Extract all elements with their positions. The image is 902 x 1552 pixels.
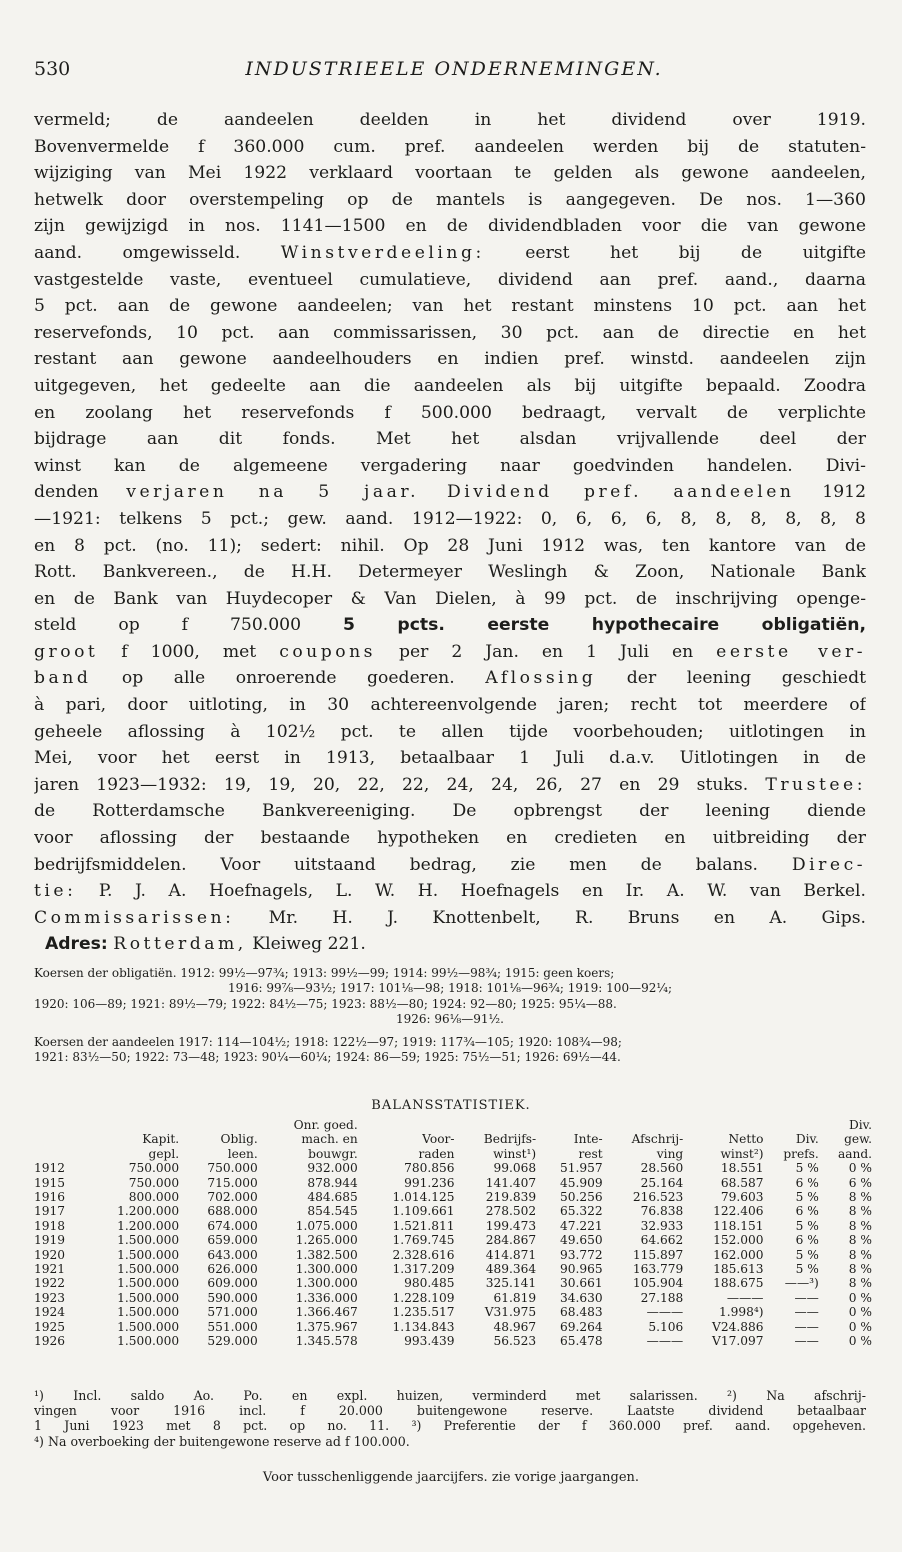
- balans-cell: 56.523: [493, 1334, 537, 1349]
- balans-cell: 643.000: [207, 1247, 258, 1262]
- body-line: en de Bank van Huydecoper & Van Dielen, à 99 pct. de inschrijving openge-: [34, 588, 866, 609]
- balans-cell: 185.613: [713, 1262, 764, 1277]
- balans-header-cell: Onr. goed.: [293, 1118, 358, 1132]
- balans-cell: ——: [794, 1319, 819, 1334]
- verband-label: band: [34, 668, 92, 689]
- balans-row: [34, 1248, 872, 1262]
- balans-header-cell: [358, 1118, 455, 1132]
- body-line-adres: [34, 931, 866, 958]
- balans-header-cell: aand.: [837, 1146, 872, 1161]
- balans-header-cell: ving: [656, 1146, 684, 1161]
- balans-cell: ——³): [784, 1276, 819, 1291]
- commissarissen-names: Mr. H. J. Knottenbelt, R. Bruns en A. Gips.: [234, 907, 866, 928]
- balans-row: [34, 1204, 872, 1218]
- body-line: jaren 1923—1932: 19, 19, 20, 22, 22, 24, 24, 26, 27 en 29 stuks.: [34, 774, 749, 795]
- balans-cell: 48.967: [493, 1319, 537, 1334]
- footnotes: [34, 1388, 866, 1449]
- balans-body: [34, 1161, 872, 1348]
- balans-cell: 0 %: [848, 1319, 872, 1334]
- company-description: [34, 107, 866, 958]
- directie-label-2: tie:: [34, 881, 77, 902]
- balans-cell: 1.235.517: [392, 1305, 455, 1320]
- balans-header-cell: [34, 1132, 82, 1146]
- footnote-line: vingen voor 1916 incl. f 20.000 buitengewone reserve. Laatste dividend betaalbaar: [34, 1403, 866, 1419]
- balans-cell: 1.265.000: [295, 1233, 358, 1248]
- balans-header-cell: leen.: [227, 1146, 258, 1161]
- balans-cell: 284.867: [485, 1233, 537, 1248]
- balans-cell: ——: [794, 1290, 819, 1305]
- balans-cell: 1.336.000: [295, 1290, 358, 1305]
- balans-cell: 854.545: [307, 1204, 358, 1219]
- balans-cell: 51.957: [560, 1161, 603, 1176]
- body-line-obligatien: [34, 612, 866, 639]
- koersen-oblig-line: 1926: 96⅛—91½.: [395, 1012, 504, 1027]
- winstverdeeling-label: Winstverdeeling:: [280, 242, 485, 263]
- balans-cell: 6 %: [848, 1175, 872, 1190]
- balans-cell: 5 %: [795, 1262, 819, 1277]
- body-line-trustee: [34, 772, 866, 799]
- balans-year-cell: 1926: [34, 1334, 66, 1349]
- balans-row: [34, 1262, 872, 1276]
- balans-cell: 219.839: [485, 1190, 537, 1205]
- balans-cell: 118.151: [713, 1218, 764, 1233]
- body-line: Bovenvermelde f 360.000 cum. pref. aandeelen werden bij de statuten-: [34, 136, 866, 157]
- balans-cell: 122.406: [713, 1204, 764, 1219]
- balans-header-cell: Afschrij-: [631, 1132, 684, 1147]
- closing-note: Voor tusschenliggende jaarcijfers. zie vorige jaargangen.: [262, 1470, 640, 1485]
- balans-cell: 980.485: [404, 1276, 455, 1291]
- balans-header-cell: raden: [418, 1146, 455, 1161]
- adres-city: Rotterdam,: [113, 934, 247, 955]
- balans-row: [34, 1305, 872, 1319]
- balans-cell: V31.975: [484, 1305, 537, 1320]
- body-line: Rott. Bankvereen., de H.H. Determeyer Weslingh & Zoon, Nationale Bank: [34, 562, 866, 583]
- body-line: winst kan de algemeene vergadering naar goedvinden handelen. Divi-: [34, 455, 866, 476]
- balans-header-cell: [536, 1118, 603, 1132]
- balans-cell: 1.500.000: [117, 1305, 180, 1320]
- balans-row: [34, 1291, 872, 1305]
- balans-header-cell: winst²): [720, 1146, 764, 1161]
- balans-cell: 49.650: [560, 1233, 603, 1248]
- balans-cell: 199.473: [485, 1218, 537, 1233]
- oblig-title: 5 pcts. eerste hypothecaire obligatiën,: [343, 615, 866, 636]
- balans-cell: 1.500.000: [117, 1262, 180, 1277]
- balans-cell: V17.097: [712, 1334, 764, 1349]
- body-line: geheele aflossing à 102½ pct. te allen tijde voorbehouden; uitlotingen in: [34, 721, 866, 742]
- oblig-amount: steld op f 750.000: [34, 615, 302, 636]
- balans-cell: 152.000: [713, 1233, 764, 1248]
- balans-row: [34, 1219, 872, 1233]
- winst-rest: eerst het bij de uitgifte: [484, 242, 866, 263]
- balans-cell: 47.221: [560, 1218, 603, 1233]
- koersen-aand-line: 1921: 83½—50; 1922: 73—48; 1923: 90¼—60¼; 1924: 86—59; 1925: 75½—51; 1926: 69½—44.: [34, 1050, 621, 1065]
- balans-row: [34, 1276, 872, 1290]
- balans-header-cell: [179, 1118, 258, 1132]
- balans-year-cell: 1924: [34, 1305, 66, 1320]
- balans-cell: 659.000: [207, 1233, 258, 1248]
- balans-cell: 8 %: [848, 1247, 872, 1262]
- balans-cell: 79.603: [720, 1190, 764, 1205]
- dividend-pref-label: Dividend pref. aandeelen: [446, 482, 795, 503]
- balans-cell: 529.000: [207, 1334, 258, 1349]
- balans-header-cell: Netto: [728, 1132, 764, 1147]
- balans-cell: 489.364: [485, 1262, 537, 1277]
- body-line-direc: [34, 852, 866, 879]
- balans-cell: 68.483: [560, 1305, 603, 1320]
- balans-year-cell: 1916: [34, 1190, 66, 1205]
- body-line-direc-2: [34, 878, 866, 905]
- trustee-label: Trustee:: [765, 774, 866, 795]
- balans-cell: 1.500.000: [117, 1247, 180, 1262]
- directie-label: Direc-: [791, 854, 866, 875]
- balans-cell: 8 %: [848, 1233, 872, 1248]
- balans-year-cell: 1918: [34, 1218, 66, 1233]
- body-line: de Rotterdamsche Bankvereeniging. De opbrengst der leening diende: [34, 801, 866, 822]
- balans-header-cell: [34, 1147, 82, 1161]
- balans-cell: 163.779: [632, 1262, 684, 1277]
- balans-cell: 5.106: [648, 1319, 684, 1334]
- balans-year-cell: 1915: [34, 1175, 66, 1190]
- balans-cell: 6 %: [795, 1204, 819, 1219]
- balans-cell: 8 %: [848, 1190, 872, 1205]
- balans-cell: 99.068: [493, 1161, 537, 1176]
- balans-cell: 484.685: [307, 1190, 358, 1205]
- body-line: zijn gewijzigd in nos. 1141—1500 en de dividendbladen voor die van gewone: [34, 216, 866, 237]
- balans-year-cell: 1920: [34, 1247, 66, 1262]
- balans-cell: 750.000: [128, 1161, 180, 1176]
- verband-text: op alle onroerende goederen.: [91, 668, 486, 689]
- balans-cell: 90.965: [560, 1262, 603, 1277]
- balans-cell: 590.000: [207, 1290, 258, 1305]
- balans-header-cell: Bedrijfs-: [483, 1132, 537, 1147]
- balans-cell: 188.675: [713, 1276, 764, 1291]
- body-line-winst: [34, 240, 866, 267]
- balans-cell: 8 %: [848, 1262, 872, 1277]
- body-line: Mei, voor het eerst in 1913, betaalbaar 1 Juli d.a.v. Uitlotingen in de: [34, 748, 866, 769]
- balans-cell: 1.200.000: [117, 1218, 180, 1233]
- body-line: bedrijfsmiddelen. Voor uitstaand bedrag, zie men de balans.: [34, 854, 759, 875]
- balans-header-cell: Div.: [849, 1118, 872, 1132]
- balans-cell: 5 %: [795, 1190, 819, 1205]
- balans-cell: ———: [646, 1305, 684, 1320]
- balans-cell: 6 %: [795, 1175, 819, 1190]
- balans-cell: 993.439: [404, 1334, 455, 1349]
- balans-cell: 162.000: [713, 1247, 764, 1262]
- koersen-oblig-line: 1920: 106—89; 1921: 89½—79; 1922: 84½—75; 1923: 88½—80; 1924: 92—80; 1925: 95¼—88.: [34, 996, 617, 1011]
- balans-cell: 750.000: [128, 1175, 180, 1190]
- balans-cell: 626.000: [207, 1262, 258, 1277]
- balans-cell: 50.256: [560, 1190, 603, 1205]
- balans-cell: 2.328.616: [392, 1247, 455, 1262]
- footnote-line: ¹) Incl. saldo Ao. Po. en expl. huizen, verminderd met salarissen. ²) Na afschrij-: [34, 1388, 866, 1403]
- balans-header-cell: Voor-: [422, 1132, 455, 1147]
- balans-header-cell: [34, 1118, 82, 1132]
- aflossing-label: Aflossing: [485, 668, 597, 689]
- balans-cell: 1.375.967: [295, 1319, 358, 1334]
- balans-cell: 216.523: [632, 1190, 684, 1205]
- balans-cell: 93.772: [560, 1247, 603, 1262]
- balans-cell: 1.769.745: [392, 1233, 455, 1248]
- balans-header-cell: gepl.: [148, 1146, 180, 1161]
- balans-cell: 0 %: [848, 1305, 872, 1320]
- eerste-verband-label: eerste ver-: [716, 641, 866, 662]
- adres-street: Kleiweg 221.: [246, 934, 366, 955]
- balans-cell: 715.000: [207, 1175, 258, 1190]
- balans-cell: 1.300.000: [295, 1276, 358, 1291]
- balans-row: [34, 1233, 872, 1247]
- balans-cell: 1.500.000: [117, 1334, 180, 1349]
- body-line-groot: [34, 639, 866, 666]
- balans-header-cell: prefs.: [783, 1146, 819, 1161]
- balans-cell: 8 %: [848, 1218, 872, 1233]
- body-line: à pari, door uitloting, in 30 achtereenvolgende jaren; recht tot meerdere of: [34, 695, 866, 716]
- balans-cell: 571.000: [207, 1305, 258, 1320]
- balans-cell: 1.228.109: [392, 1290, 455, 1305]
- balans-cell: 1.500.000: [117, 1233, 180, 1248]
- balans-cell: 1.345.578: [295, 1334, 358, 1349]
- body-line-verband: [34, 665, 866, 692]
- dividend-year: 1912: [822, 482, 866, 503]
- balans-cell: 1.109.661: [392, 1204, 455, 1219]
- body-line: aand. omgewisseld.: [34, 242, 241, 263]
- balans-cell: 991.236: [404, 1175, 455, 1190]
- balans-year-cell: 1925: [34, 1319, 66, 1334]
- balans-cell: 1.300.000: [295, 1262, 358, 1277]
- balans-cell: 1.366.467: [295, 1305, 358, 1320]
- balans-cell: 932.000: [307, 1161, 358, 1176]
- balans-year-cell: 1917: [34, 1204, 66, 1219]
- groot-text: f 1000, met: [98, 641, 280, 662]
- page-number: 530: [34, 58, 71, 80]
- directie-names: P. J. A. Hoefnagels, L. W. H. Hoefnagels en Ir. A. W. van Berkel.: [76, 881, 866, 902]
- balans-cell: 1.134.843: [392, 1319, 455, 1334]
- balans-cell: 688.000: [207, 1204, 258, 1219]
- balans-cell: 5 %: [795, 1247, 819, 1262]
- balans-cell: 8 %: [848, 1276, 872, 1291]
- balans-row: [34, 1190, 872, 1204]
- balans-cell: 65.322: [560, 1204, 603, 1219]
- balans-row: [34, 1320, 872, 1334]
- balans-cell: 1.075.000: [295, 1218, 358, 1233]
- balans-cell: 0 %: [848, 1290, 872, 1305]
- verband-text-2: der leening geschiedt: [596, 668, 866, 689]
- balans-cell: ———: [646, 1334, 684, 1349]
- balans-header-cell: gew.: [844, 1132, 872, 1147]
- body-line: en zoolang het reservefonds f 500.000 bedraagt, vervalt de verplichte: [34, 402, 866, 423]
- balans-cell: 1.500.000: [117, 1290, 180, 1305]
- balans-cell: 68.587: [720, 1175, 764, 1190]
- balans-row: [34, 1334, 872, 1348]
- balans-cell: ———: [726, 1290, 764, 1305]
- balans-cell: 1.317.209: [392, 1262, 455, 1277]
- body-line-comm: [34, 905, 866, 932]
- balans-header-row: [34, 1147, 872, 1161]
- body-line: vermeld; de aandeelen deelden in het dividend over 1919.: [34, 110, 866, 130]
- balans-cell: 325.141: [485, 1276, 537, 1291]
- balans-cell: 30.661: [560, 1276, 603, 1291]
- body-line: 5 pct. aan de gewone aandeelen; van het restant minstens 10 pct. aan het: [34, 296, 866, 317]
- balans-cell: 115.897: [632, 1247, 684, 1262]
- verjaren-label: verjaren na 5 jaar.: [126, 482, 420, 503]
- balans-cell: 18.551: [720, 1161, 764, 1176]
- dividend-text: denden: [34, 482, 99, 503]
- balans-header-cell: Kapit.: [142, 1132, 180, 1147]
- balans-header-row: [34, 1132, 872, 1146]
- balans-cell: 674.000: [207, 1218, 258, 1233]
- balans-cell: 1.998⁴): [718, 1305, 764, 1320]
- balans-cell: 45.909: [560, 1175, 603, 1190]
- balans-cell: 27.188: [640, 1290, 684, 1305]
- balans-cell: V24.886: [712, 1319, 764, 1334]
- body-line: —1921: telkens 5 pct.; gew. aand. 1912—1922: 0, 6, 6, 6, 8, 8, 8, 8, 8, 8: [34, 508, 866, 529]
- balans-header-cell: [603, 1118, 684, 1132]
- balans-header-cell: winst¹): [493, 1146, 537, 1161]
- balans-cell: 1.500.000: [117, 1319, 180, 1334]
- page-header: [34, 58, 874, 88]
- balans-cell: 1.382.500: [295, 1247, 358, 1262]
- balans-cell: 1.200.000: [117, 1204, 180, 1219]
- balans-cell: 1.014.125: [392, 1190, 455, 1205]
- footnote-line: 1 Juni 1923 met 8 pct. op no. 11. ³) Preferentie der f 360.000 pref. aand. opgeheven.: [34, 1418, 866, 1434]
- balans-cell: ——: [794, 1334, 819, 1349]
- balans-cell: 61.819: [493, 1290, 537, 1305]
- running-head: INDUSTRIEELE ONDERNEMINGEN.: [245, 58, 663, 80]
- balans-table: [34, 1118, 872, 1349]
- balans-cell: 28.560: [640, 1161, 684, 1176]
- balans-cell: 800.000: [128, 1190, 180, 1205]
- koersen-aand-line: Koersen der aandeelen 1917: 114—104½; 1918: 122½—97; 1919: 117¾—105; 1920: 108¾—98;: [34, 1034, 622, 1049]
- balans-header-cell: rest: [578, 1146, 603, 1161]
- balans-header-cell: [763, 1118, 818, 1132]
- balans-year-cell: 1921: [34, 1262, 66, 1277]
- balans-cell: 878.944: [307, 1175, 358, 1190]
- body-line-dividend: [34, 479, 866, 506]
- balans-header-cell: mach. en: [301, 1132, 358, 1147]
- balans-cell: 5 %: [795, 1218, 819, 1233]
- body-line: restant aan gewone aandeelhouders en indien pref. winstd. aandeelen zijn: [34, 349, 866, 370]
- body-line: hetwelk door overstempeling op de mantels is aangegeven. De nos. 1—360: [34, 189, 866, 210]
- balans-cell: 32.933: [640, 1218, 684, 1233]
- balans-year-cell: 1923: [34, 1290, 66, 1305]
- commissarissen-label: Commissarissen:: [34, 907, 235, 928]
- balans-cell: 69.264: [560, 1319, 603, 1334]
- balans-row: [34, 1161, 872, 1175]
- balans-cell: 609.000: [207, 1276, 258, 1291]
- body-line: vastgestelde vaste, eventueel cumulatieve, dividend aan pref. aand., daarna: [34, 269, 866, 290]
- balans-cell: 65.478: [560, 1334, 603, 1349]
- balans-header-cell: Inte-: [573, 1132, 603, 1147]
- balans-cell: 750.000: [207, 1161, 258, 1176]
- groot-label: groot: [34, 641, 99, 662]
- balans-cell: 0 %: [848, 1334, 872, 1349]
- balans-cell: 278.502: [485, 1204, 537, 1219]
- balans-year-cell: 1912: [34, 1161, 66, 1176]
- balans-cell: 6 %: [795, 1233, 819, 1248]
- adres-label: Adres:: [44, 934, 108, 955]
- body-line: uitgegeven, het gedeelte aan die aandeelen als bij uitgifte bepaald. Zoodra: [34, 375, 866, 396]
- balans-cell: 0 %: [848, 1161, 872, 1176]
- body-line: en 8 pct. (no. 11); sedert: nihil. Op 28 Juni 1912 was, ten kantore van de: [34, 535, 866, 556]
- balans-cell: 702.000: [207, 1190, 258, 1205]
- balans-header-cell: Div.: [795, 1132, 819, 1147]
- balans-cell: ——: [794, 1305, 819, 1320]
- balans-cell: 25.164: [640, 1175, 684, 1190]
- body-line: bijdrage aan dit fonds. Met het alsdan vrijvallende deel der: [34, 429, 866, 450]
- koersen-block: [34, 966, 866, 1065]
- balans-row: [34, 1176, 872, 1190]
- balans-year-cell: 1922: [34, 1276, 66, 1291]
- balans-header-cell: bouwgr.: [308, 1146, 358, 1161]
- balans-title: BALANSSTATISTIEK.: [371, 1098, 531, 1113]
- coupons-label: coupons: [279, 641, 376, 662]
- balans-cell: 8 %: [848, 1204, 872, 1219]
- balans-cell: 5 %: [795, 1161, 819, 1176]
- balans-cell: 780.856: [404, 1161, 455, 1176]
- balans-cell: 76.838: [640, 1204, 684, 1219]
- footnote-line: ⁴) Na overboeking der buitengewone reserve ad f 100.000.: [34, 1433, 410, 1449]
- balans-cell: 551.000: [207, 1319, 258, 1334]
- balans-header-cell: [683, 1118, 763, 1132]
- balans-cell: 1.521.811: [392, 1218, 455, 1233]
- balans-cell: 1.500.000: [117, 1276, 180, 1291]
- balans-header-cell: Oblig.: [220, 1132, 258, 1147]
- balans-header-cell: [82, 1118, 179, 1132]
- body-line: reservefonds, 10 pct. aan commissarissen, 30 pct. aan de directie en het: [34, 322, 866, 343]
- balans-year-cell: 1919: [34, 1233, 66, 1248]
- balans-header-row: [34, 1118, 872, 1132]
- koersen-oblig-line: 1916: 99⅞—93½; 1917: 101⅛—98; 1918: 101⅛—96¾; 1919: 100—92¼;: [227, 981, 673, 996]
- balans-cell: 141.407: [485, 1175, 537, 1190]
- koersen-oblig-line: Koersen der obligatiën. 1912: 99½—97¾; 1913: 99½—99; 1914: 99½—98¾; 1915: geen koers;: [34, 966, 615, 980]
- balans-cell: 105.904: [632, 1276, 684, 1291]
- balans-cell: 414.871: [485, 1247, 537, 1262]
- body-line: voor aflossing der bestaande hypotheken en credieten en uitbreiding der: [34, 828, 866, 849]
- balans-header-cell: [454, 1118, 536, 1132]
- balans-cell: 64.662: [640, 1233, 684, 1248]
- balans-cell: 34.630: [560, 1290, 603, 1305]
- body-line: wijziging van Mei 1922 verklaard voortaan te gelden als gewone aandeelen,: [34, 163, 866, 184]
- groot-text-2: per 2 Jan. en 1 Juli en: [375, 641, 717, 662]
